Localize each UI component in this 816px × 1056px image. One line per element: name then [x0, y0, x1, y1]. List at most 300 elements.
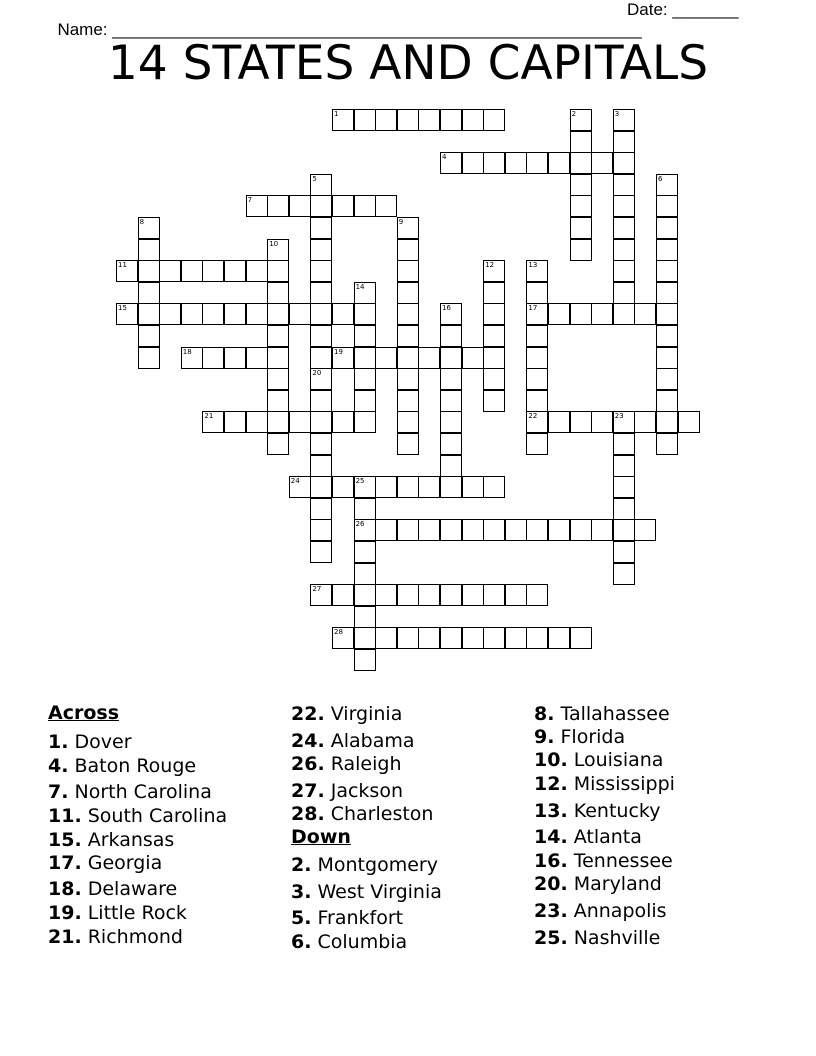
grid-cell[interactable] — [526, 152, 548, 174]
cell-number: 28 — [334, 628, 343, 637]
clue-text: Arkansas — [87, 829, 175, 851]
cell-number: 1 — [334, 110, 339, 118]
grid-cell[interactable] — [181, 260, 203, 282]
grid-cell[interactable] — [397, 433, 419, 455]
grid-cell[interactable] — [310, 476, 332, 498]
grid-cell[interactable] — [246, 347, 268, 369]
grid-cell[interactable] — [375, 627, 397, 649]
clue-across-26 — [291, 753, 402, 775]
clue-across-27 — [291, 780, 403, 802]
grid-cell[interactable] — [375, 519, 397, 541]
grid-cell[interactable] — [483, 282, 505, 304]
clue-text: South Carolina — [87, 805, 228, 827]
grid-cell[interactable] — [613, 174, 635, 196]
grid-cell[interactable] — [548, 519, 570, 541]
grid-cell[interactable] — [613, 303, 635, 325]
grid-cell[interactable] — [505, 519, 527, 541]
clue-number: 20. — [534, 873, 568, 895]
clue-text: Raleigh — [330, 753, 402, 775]
cell-number: 10 — [269, 239, 279, 248]
clue-across-11 — [48, 805, 227, 827]
grid-cell[interactable] — [224, 303, 246, 325]
grid-cell[interactable] — [267, 260, 289, 282]
clue-number: 12. — [534, 773, 568, 795]
grid-cell[interactable] — [138, 260, 160, 282]
grid-cell[interactable] — [418, 347, 440, 369]
clue-text: Maryland — [573, 873, 662, 895]
clue-down-2 — [291, 854, 438, 876]
grid-cell[interactable] — [354, 347, 376, 369]
grid-cell[interactable] — [656, 195, 678, 217]
grid-cell[interactable] — [397, 325, 419, 347]
clue-across-4 — [48, 755, 196, 777]
grid-cell[interactable] — [483, 390, 505, 412]
grid-cell[interactable] — [181, 303, 203, 325]
grid-cell[interactable] — [462, 627, 484, 649]
grid-cell[interactable] — [656, 239, 678, 261]
grid-cell[interactable] — [354, 390, 376, 412]
cell-number: 15 — [118, 304, 127, 313]
clue-text: Annapolis — [573, 900, 667, 922]
clue-number: 5. — [291, 907, 312, 929]
grid-cell[interactable] — [310, 347, 332, 369]
grid-cell[interactable] — [397, 390, 419, 412]
grid-cell[interactable] — [246, 411, 268, 433]
grid-cell[interactable] — [440, 325, 462, 347]
clue-number: 13. — [534, 800, 568, 822]
grid-cell[interactable] — [289, 195, 311, 217]
grid-cell[interactable] — [267, 411, 289, 433]
grid-cell[interactable] — [332, 303, 354, 325]
clue-across-22 — [291, 703, 402, 725]
grid-cell[interactable] — [202, 303, 224, 325]
grid-cell[interactable] — [310, 303, 332, 325]
grid-cell[interactable] — [310, 325, 332, 347]
grid-cell[interactable] — [526, 368, 548, 390]
grid-cell[interactable] — [570, 411, 592, 433]
grid-cell[interactable] — [354, 368, 376, 390]
cell-number: 3 — [614, 110, 620, 118]
grid-cell[interactable] — [397, 368, 419, 390]
clue-number: 2. — [291, 854, 312, 876]
grid-cell[interactable] — [656, 260, 678, 282]
clue-text: Alabama — [330, 730, 415, 752]
clue-down-14 — [534, 826, 642, 848]
grid-cell[interactable] — [354, 606, 376, 628]
clue-number: 4. — [48, 755, 69, 777]
grid-cell[interactable] — [440, 368, 462, 390]
clue-across-24 — [291, 730, 415, 752]
cell-number: 27 — [312, 585, 322, 594]
grid-cell[interactable] — [613, 152, 635, 174]
clue-number: 27. — [291, 780, 325, 802]
grid-cell[interactable] — [354, 109, 376, 131]
grid-cell[interactable] — [418, 627, 440, 649]
clue-across-28 — [291, 803, 433, 825]
clue-down-9 — [534, 726, 625, 748]
grid-cell[interactable] — [418, 519, 440, 541]
clue-down-25 — [534, 927, 660, 949]
grid-cell[interactable] — [526, 627, 548, 649]
grid-cell[interactable] — [570, 239, 592, 261]
grid-cell[interactable] — [397, 303, 419, 325]
cell-number: 17 — [528, 304, 538, 313]
grid-cell[interactable] — [656, 303, 678, 325]
clue-down-10 — [534, 749, 663, 771]
grid-cell[interactable] — [462, 584, 484, 606]
grid-cell[interactable] — [267, 282, 289, 304]
cell-number: 11 — [118, 261, 127, 270]
grid-cell[interactable] — [310, 433, 332, 455]
clue-across-19 — [48, 902, 187, 924]
grid-cell[interactable] — [332, 476, 354, 498]
cell-number: 18 — [182, 347, 192, 356]
grid-cell[interactable] — [224, 347, 246, 369]
grid-cell[interactable] — [138, 282, 160, 304]
grid-cell[interactable] — [224, 411, 246, 433]
grid-cell[interactable] — [634, 411, 656, 433]
grid-cell[interactable] — [570, 152, 592, 174]
grid-cell[interactable] — [656, 390, 678, 412]
clue-number: 24. — [291, 730, 325, 752]
grid-cell[interactable] — [310, 411, 332, 433]
grid-cell[interactable] — [656, 282, 678, 304]
clue-text: Dover — [74, 731, 132, 753]
clue-number: 10. — [534, 749, 568, 771]
grid-cell[interactable] — [634, 519, 656, 541]
grid-cell[interactable] — [354, 411, 376, 433]
cell-number: 20 — [312, 369, 322, 378]
grid-cell[interactable] — [462, 109, 484, 131]
grid-cell[interactable] — [462, 519, 484, 541]
grid-cell[interactable] — [267, 390, 289, 412]
clue-text: Florida — [560, 726, 626, 748]
name-field-label[interactable]: Name: ________________________________________________________ — [57, 20, 642, 39]
grid-cell[interactable] — [548, 303, 570, 325]
grid-cell[interactable] — [354, 563, 376, 585]
grid-cell[interactable] — [570, 217, 592, 239]
grid-cell[interactable] — [354, 541, 376, 563]
grid-cell[interactable] — [202, 347, 224, 369]
clue-number: 16. — [534, 850, 568, 872]
grid-cell[interactable] — [483, 519, 505, 541]
grid-cell[interactable] — [613, 217, 635, 239]
grid-cell[interactable] — [310, 541, 332, 563]
grid-cell[interactable] — [591, 303, 613, 325]
clue-text: West Virginia — [317, 881, 442, 903]
grid-cell[interactable] — [397, 282, 419, 304]
grid-cell[interactable] — [483, 584, 505, 606]
grid-cell[interactable] — [310, 390, 332, 412]
clue-down-12 — [534, 773, 675, 795]
clue-text: Montgomery — [317, 854, 438, 876]
grid-cell[interactable] — [440, 433, 462, 455]
cell-number: 5 — [312, 174, 317, 183]
grid-cell[interactable] — [375, 109, 397, 131]
grid-cell[interactable] — [462, 347, 484, 369]
grid-cell[interactable] — [656, 217, 678, 239]
grid-cell[interactable] — [483, 476, 505, 498]
grid-cell[interactable] — [246, 303, 268, 325]
grid-cell[interactable] — [613, 541, 635, 563]
grid-cell[interactable] — [267, 368, 289, 390]
grid-cell[interactable] — [440, 390, 462, 412]
clue-text: Georgia — [87, 852, 163, 874]
cell-number: 2 — [571, 110, 577, 118]
across-heading: Across — [48, 702, 120, 724]
cell-number: 12 — [485, 261, 495, 270]
clue-down-16 — [534, 850, 673, 872]
clue-text: Charleston — [330, 803, 434, 825]
grid-cell[interactable] — [462, 152, 484, 174]
grid-cell[interactable] — [613, 433, 635, 455]
grid-cell[interactable] — [570, 131, 592, 153]
grid-cell[interactable] — [483, 109, 505, 131]
grid-cell[interactable] — [332, 195, 354, 217]
grid-cell[interactable] — [591, 411, 613, 433]
cell-number: 22 — [528, 412, 538, 421]
grid-cell[interactable] — [267, 347, 289, 369]
clue-text: Little Rock — [87, 902, 187, 924]
grid-cell[interactable] — [332, 411, 354, 433]
grid-cell[interactable] — [246, 260, 268, 282]
grid-cell[interactable] — [397, 109, 419, 131]
clue-number: 21. — [48, 926, 82, 948]
grid-cell[interactable] — [375, 476, 397, 498]
clue-text: Virginia — [330, 703, 403, 725]
clue-text: Mississippi — [573, 773, 675, 795]
grid-cell[interactable] — [613, 519, 635, 541]
grid-cell[interactable] — [310, 498, 332, 520]
clue-across-21 — [48, 926, 183, 948]
clue-number: 6. — [291, 931, 312, 953]
grid-cell[interactable] — [613, 131, 635, 153]
cell-number: 26 — [355, 520, 365, 529]
grid-cell[interactable] — [138, 239, 160, 261]
clue-text: North Carolina — [74, 781, 212, 803]
clue-text: Kentucky — [573, 800, 661, 822]
grid-cell[interactable] — [483, 368, 505, 390]
grid-cell[interactable] — [332, 584, 354, 606]
clue-number: 28. — [291, 803, 325, 825]
grid-cell[interactable] — [483, 325, 505, 347]
grid-cell[interactable] — [548, 411, 570, 433]
grid-cell[interactable] — [354, 325, 376, 347]
grid-cell[interactable] — [656, 433, 678, 455]
clue-down-20 — [534, 873, 662, 895]
grid-cell[interactable] — [375, 584, 397, 606]
clue-number: 25. — [534, 927, 568, 949]
grid-cell[interactable] — [505, 152, 527, 174]
grid-cell[interactable] — [483, 303, 505, 325]
clue-number: 22. — [291, 703, 325, 725]
clue-text: Richmond — [87, 926, 183, 948]
grid-cell[interactable] — [613, 476, 635, 498]
grid-cell[interactable] — [570, 303, 592, 325]
grid-cell[interactable] — [440, 627, 462, 649]
grid-cell[interactable] — [289, 411, 311, 433]
grid-cell[interactable] — [613, 563, 635, 585]
grid-cell[interactable] — [397, 476, 419, 498]
cell-number: 13 — [528, 261, 538, 270]
clue-number: 7. — [48, 781, 69, 803]
grid-cell[interactable] — [656, 325, 678, 347]
clue-number: 17. — [48, 852, 82, 874]
grid-cell[interactable] — [375, 347, 397, 369]
grid-cell[interactable] — [656, 411, 678, 433]
cell-number: 25 — [355, 477, 365, 486]
grid-cell[interactable] — [267, 195, 289, 217]
grid-cell[interactable] — [289, 303, 311, 325]
grid-cell[interactable] — [591, 152, 613, 174]
clue-text: Louisiana — [573, 749, 664, 771]
clue-number: 18. — [48, 878, 82, 900]
grid-cell[interactable] — [462, 476, 484, 498]
grid-cell[interactable] — [375, 195, 397, 217]
clue-number: 19. — [48, 902, 82, 924]
grid-cell[interactable] — [570, 174, 592, 196]
grid-cell[interactable] — [548, 627, 570, 649]
clue-text: Columbia — [317, 931, 408, 953]
clue-number: 15. — [48, 829, 82, 851]
grid-cell[interactable] — [526, 519, 548, 541]
grid-cell[interactable] — [310, 519, 332, 541]
clue-number: 1. — [48, 731, 69, 753]
clue-text: Atlanta — [573, 826, 642, 848]
clue-number: 23. — [534, 900, 568, 922]
clue-down-8 — [534, 703, 670, 725]
clue-across-18 — [48, 878, 177, 900]
grid-cell[interactable] — [159, 260, 181, 282]
grid-cell[interactable] — [354, 627, 376, 649]
clue-text: Jackson — [330, 780, 403, 802]
clue-text: Frankfort — [317, 907, 404, 929]
grid-cell[interactable] — [418, 584, 440, 606]
clue-down-3 — [291, 881, 442, 903]
clue-text: Tennessee — [573, 850, 673, 872]
grid-cell[interactable] — [310, 239, 332, 261]
grid-cell[interactable] — [483, 347, 505, 369]
grid-cell[interactable] — [202, 260, 224, 282]
clue-number: 9. — [534, 726, 555, 748]
grid-cell[interactable] — [354, 584, 376, 606]
grid-cell[interactable] — [526, 390, 548, 412]
grid-cell[interactable] — [526, 347, 548, 369]
grid-cell[interactable] — [397, 347, 419, 369]
grid-cell[interactable] — [440, 411, 462, 433]
clue-down-23 — [534, 900, 667, 922]
grid-cell[interactable] — [548, 152, 570, 174]
grid-cell[interactable] — [138, 347, 160, 369]
grid-cell[interactable] — [526, 325, 548, 347]
clue-text: Baton Rouge — [74, 755, 197, 777]
grid-cell[interactable] — [418, 476, 440, 498]
grid-cell[interactable] — [613, 260, 635, 282]
grid-cell[interactable] — [354, 303, 376, 325]
grid-cell[interactable] — [159, 303, 181, 325]
grid-cell[interactable] — [397, 239, 419, 261]
cell-number: 6 — [658, 174, 663, 183]
grid-cell[interactable] — [310, 195, 332, 217]
date-field-label[interactable]: Date: _______ — [627, 0, 739, 19]
grid-cell[interactable] — [483, 627, 505, 649]
grid-cell[interactable] — [267, 325, 289, 347]
clue-number: 14. — [534, 826, 568, 848]
grid-cell[interactable] — [397, 627, 419, 649]
clue-down-5 — [291, 907, 403, 929]
grid-cell[interactable] — [397, 260, 419, 282]
page-title: 14 STATES AND CAPITALS — [107, 36, 709, 91]
cell-number: 4 — [442, 153, 447, 162]
grid-cell[interactable] — [656, 347, 678, 369]
grid-cell[interactable] — [505, 627, 527, 649]
cell-number: 21 — [204, 412, 214, 421]
grid-cell[interactable] — [440, 109, 462, 131]
grid-cell[interactable] — [526, 433, 548, 455]
grid-cell[interactable] — [505, 584, 527, 606]
grid-cell[interactable] — [570, 519, 592, 541]
grid-cell[interactable] — [591, 519, 613, 541]
grid-cell[interactable] — [634, 303, 656, 325]
grid-cell[interactable] — [613, 195, 635, 217]
clue-number: 3. — [291, 881, 312, 903]
grid-cell[interactable] — [570, 627, 592, 649]
grid-cell[interactable] — [397, 519, 419, 541]
cell-number: 7 — [247, 196, 253, 205]
grid-cell[interactable] — [526, 282, 548, 304]
grid-cell[interactable] — [483, 152, 505, 174]
grid-cell[interactable] — [440, 455, 462, 477]
grid-cell[interactable] — [440, 584, 462, 606]
grid-cell[interactable] — [224, 260, 246, 282]
grid-cell[interactable] — [138, 325, 160, 347]
grid-cell[interactable] — [613, 498, 635, 520]
grid-cell[interactable] — [418, 109, 440, 131]
grid-cell[interactable] — [613, 239, 635, 261]
grid-cell[interactable] — [267, 433, 289, 455]
grid-cell[interactable] — [397, 411, 419, 433]
clue-number: 11. — [48, 805, 82, 827]
grid-cell[interactable] — [440, 347, 462, 369]
grid-cell[interactable] — [678, 411, 700, 433]
grid-cell[interactable] — [440, 519, 462, 541]
cell-number: 24 — [290, 477, 300, 486]
grid-cell[interactable] — [613, 282, 635, 304]
grid-cell[interactable] — [440, 476, 462, 498]
cell-number: 23 — [614, 412, 624, 421]
grid-cell[interactable] — [570, 195, 592, 217]
grid-cell[interactable] — [354, 649, 376, 671]
grid-cell[interactable] — [310, 217, 332, 239]
clue-across-1 — [48, 731, 132, 753]
grid-cell[interactable] — [354, 195, 376, 217]
grid-cell[interactable] — [613, 455, 635, 477]
clue-down-13 — [534, 800, 660, 822]
clue-text: Delaware — [87, 878, 178, 900]
cell-number: 9 — [398, 218, 404, 226]
grid-cell[interactable] — [310, 260, 332, 282]
grid-cell[interactable] — [526, 584, 548, 606]
grid-cell[interactable] — [310, 282, 332, 304]
down-heading: Down — [291, 826, 351, 848]
grid-cell[interactable] — [354, 498, 376, 520]
grid-cell[interactable] — [310, 455, 332, 477]
grid-cell[interactable] — [656, 368, 678, 390]
grid-cell[interactable] — [397, 584, 419, 606]
clue-text: Tallahassee — [560, 703, 670, 725]
grid-cell[interactable] — [138, 303, 160, 325]
grid-cell[interactable] — [267, 303, 289, 325]
